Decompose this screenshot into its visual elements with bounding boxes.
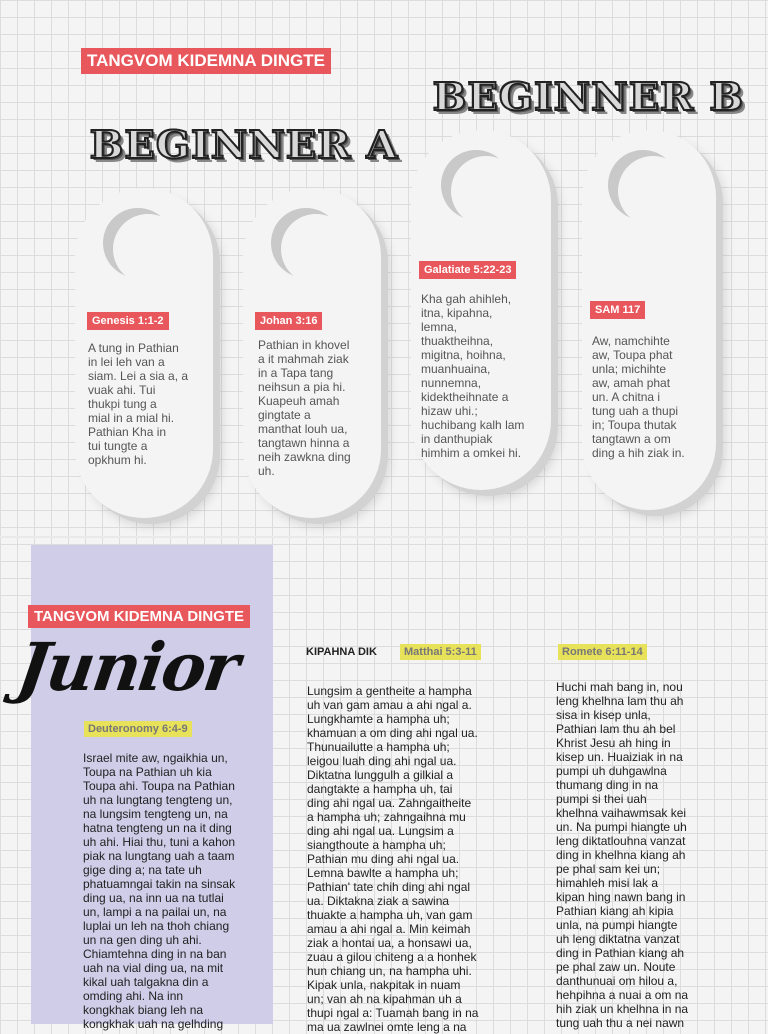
card-verse-text: Kha gah ahihleh, itna, kipahna, lemna, thuaktheihna, migitna, hoihna, muanhuaina, nunnemna, kidektheihnate a hizaw uhi.; huchibang kalh lam in danthupiak himhim a omkei hi. xyxy=(421,292,525,460)
moon-icon xyxy=(441,150,511,220)
card-ref-label: Genesis 1:1-2 xyxy=(87,312,169,330)
moon-icon xyxy=(608,150,678,220)
card-verse-text: Aw, namchihte aw, Toupa phat unla; michihte aw, amah phat un. A chitna i tung uah a thupi in; Toupa thutak tangtawn a om ding a hih ziak in. xyxy=(592,334,685,460)
junior-ref-label: Deuteronomy 6:4-9 xyxy=(84,721,192,737)
card-verse-text: A tung in Pathian in lei leh van a siam. Lei a sia a, a vuak ahi. Tui thukpi tung a mial in a mial hi. Pathian Kha in tui tungte a opkhum hi. xyxy=(88,341,189,467)
matthai-ref-label: Matthai 5:3-11 xyxy=(400,644,481,660)
card-verse-text: Pathian in khovel a it mahmah ziak in a Tapa tang neihsun a pia hi. Kuapeuh amah gingtate a manthat louh ua, tangtawn hinna a neih zawkna ding uh. xyxy=(258,338,351,478)
junior-section-title: TANGVOM KIDEMNA DINGTE xyxy=(28,605,250,628)
section-divider xyxy=(0,536,768,538)
matthai-verse-text: Lungsim a gentheite a hampha uh van gam amau a ahi ngal a. Lungkhamte a hampha uh; khamuan a om ding ahi ngal ua. Thunuailutte a hampha uh; leigou luah ding ahi ngal ua. Diktatna lunggulh a gilkial a dangtakte a hampha uh, tai ding ahi ngal ua. Zahngaitheite a hampha uh; zahngaihna mu ding ahi ngal ua. Lungsim a siangthoute a hampha uh; Pathian mu ding ahi ngal ua. Lemna bawlte a hampha uh; Pathian' tate chih ding ahi ngal ua. Diktakna ziak a sawina thuakte a hampha uh, van gam amau a ahi ngal a. Min keimah ziak a hontai ua, a honsawi ua, zuau a gilou chiteng a a honhek hun chiang un, na hampha uhi. Kipak unla, nakpitak in nuam un; van ah na kipahman uh a thupi ngal a: Tuamah bang in na ma ua zawlnei omte leng a na xyxy=(307,684,479,1034)
romete-ref-label: Romete 6:11-14 xyxy=(558,644,647,660)
moon-icon xyxy=(103,208,173,278)
junior-verse-text: Israel mite aw, ngaikhia un, Toupa na Pathian uh kia Toupa ahi. Toupa na Pathian uh na lungtang tengteng un, na lungsim tengteng un, na hatna tengteng un na it ding uh ahi. Hiai thu, tuni a kahon piak na lungtang uah a taam gige ding a; na tate uh phatuamngai takin na sinsak ding ua, na inn ua na tutlai un, lampi a na pailai un, na luplai un leh na thoh chiang un na gen ding uh ahi. Chiamtehna ding in na ban uah na vial ding ua, na mit kikal uah talgakna din a omding ahi. Na inn kongkhak biang leh na kongkhak uah na gelhding xyxy=(83,751,236,1031)
kipahna-label: KIPAHNA DIK xyxy=(306,646,377,658)
beginner-a-title: BEGINNER A xyxy=(89,122,399,167)
beginner-b-title: BEGINNER B xyxy=(432,74,745,119)
card-ref-label: Johan 3:16 xyxy=(255,312,322,330)
moon-icon xyxy=(271,208,341,278)
header-title: TANGVOM KIDEMNA DINGTE xyxy=(81,48,331,74)
card-ref-label: SAM 117 xyxy=(590,301,645,319)
romete-verse-text: Huchi mah bang in, nou leng khelhna lam thu ah sisa in kisep unla, Pathian lam thu ah bel Khrist Jesu ah hing in kisep un. Huaiziak in na pumpi uh duhgawlna thumang ding in na pumpi si thei uah khelhna vaihawmsak kei un. Na pumpi hiangte uh leng diktatlouhna vanzat ding in khelhna kiang ah pe phal sam kei un; himahleh misi lak a kipan hing nawn bang in Pathian kiang ah kipia unla, na pumpi hiangte uh leng diktatna vanzat ding in Pathian kiang ah pe phal zaw un. Noute danthunuai om hilou a, hehpihna a nuai a om na hih ziak un khelhna in na tung uah thu a nei nawn xyxy=(556,680,689,1030)
card-ref-label: Galatiate 5:22-23 xyxy=(419,261,516,279)
junior-heading: Junior xyxy=(12,628,243,706)
